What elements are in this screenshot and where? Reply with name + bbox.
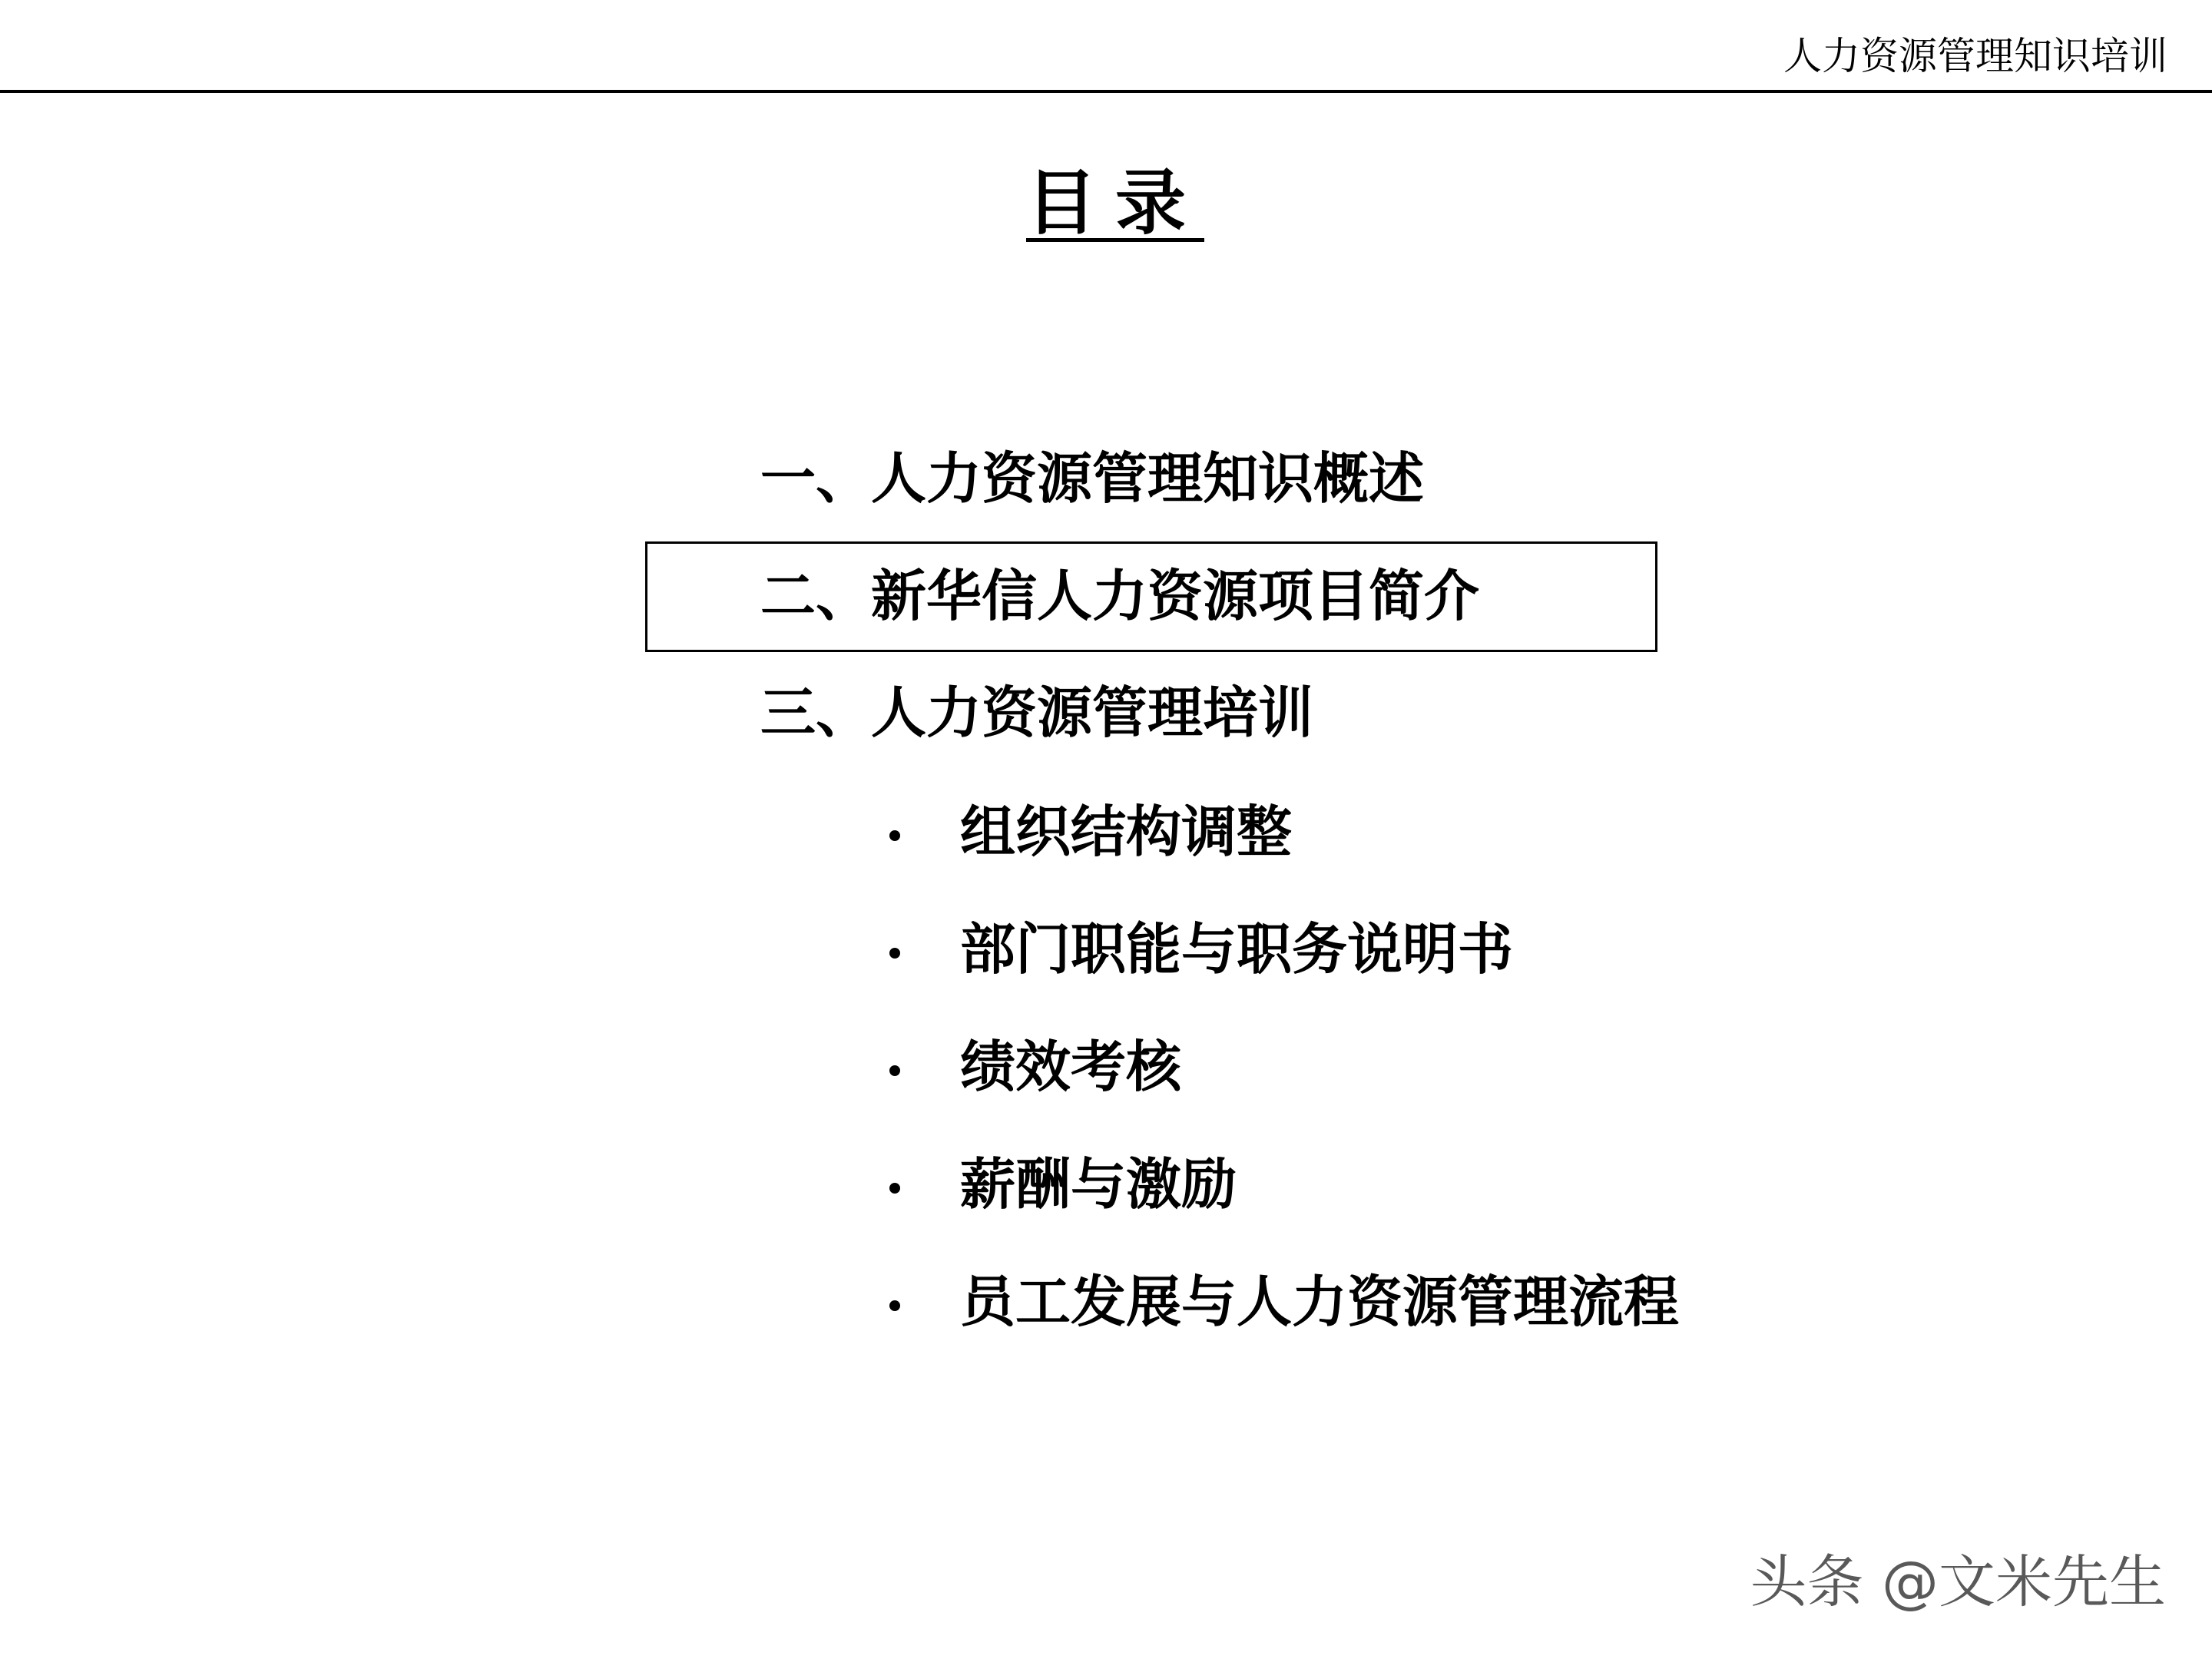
toc-item-3: 三、人力资源管理培训 [760,680,1314,745]
watermark: 头条 @文米先生 [1750,1549,2166,1615]
toc-subitem-1: 组织结构调整 [960,800,1293,864]
bullet-icon [889,948,900,959]
header-divider [0,90,2212,93]
toc-subitem-4: 薪酬与激励 [960,1152,1237,1217]
bullet-icon [889,1065,900,1076]
toc-subitem-2: 部门职能与职务说明书 [960,917,1514,982]
bullet-icon [889,830,900,841]
bullet-icon [889,1183,900,1194]
toc-item-2: 二、新华信人力资源项目简介 [760,564,1480,628]
page-title [0,157,2212,250]
header-title: 人力资源管理知识培训 [1783,34,2167,78]
toc-subitem-5: 员工发展与人力资源管理流程 [960,1270,1680,1334]
toc-subitem-3: 绩效考核 [960,1035,1182,1099]
page-title-text: 目录 [1025,162,1204,244]
bullet-icon [889,1300,900,1311]
toc-item-1: 一、人力资源管理知识概述 [760,446,1425,511]
